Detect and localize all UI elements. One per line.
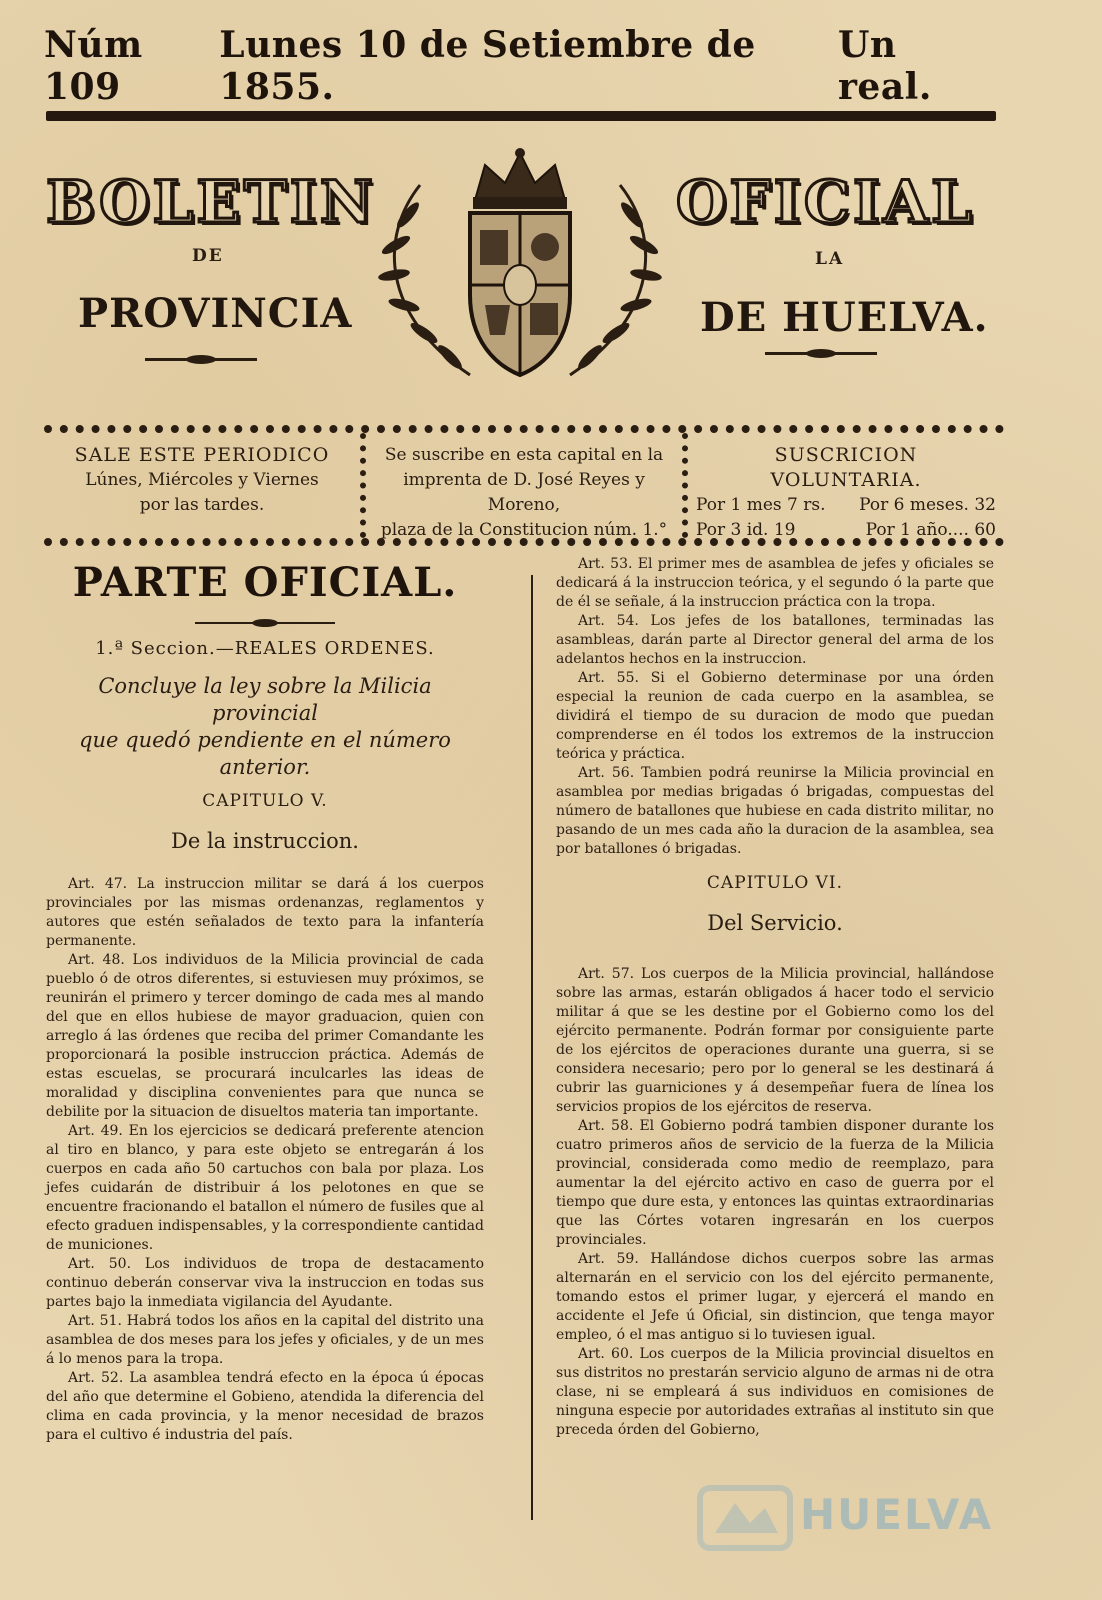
article-52: Art. 52. La asamblea tendrá efecto en la época ú épocas del año que determine el Gobieno, atendida la diferencia del clima en cada provincia, y la menor necesidad de brazos para el cultivo é industria del país. [46, 1370, 484, 1443]
chapter-title: CAPITULO V. [202, 791, 328, 811]
info-subscribe [360, 433, 682, 538]
price-1-year: Por 1 año.... 60 [865, 520, 996, 540]
info-publication-line3: por las tardes. [139, 495, 265, 515]
title-boletin: BOLETIN [46, 168, 376, 236]
masthead-rule [46, 111, 996, 121]
title-oficial: OFICIAL [676, 168, 975, 236]
watermark-text: HUELVA [800, 1490, 994, 1539]
article-56: Art. 56. Tambien podrá reunirse la Milicia provincial en asamblea por medias brigadas ó brigadas, compuestas del número de batallones que hubiese en cada distrito militar, no pasando de un mes cada año la duracion de la asamblea, sea por batallones ó brigadas. [556, 765, 994, 857]
info-publication [44, 433, 360, 538]
info-prices [682, 433, 1004, 538]
article-54: Art. 54. Los jefes de los batallones, terminadas las asambleas, darán parte al Director general del arma de los adelantos hechos en la instruccion. [556, 613, 994, 667]
article-58: Art. 58. El Gobierno podrá tambien disponer durante los cuatro primeros años de servicio de la fuerza de la Milicia provincial, considerada como medio de reemplazo, para aumentar la del ejército activo en caso de guerra por el tiempo que dure esta, y entonces las quintas extraordinarias que las Córtes votaren ingresarán en los cuerpos provinciales. [556, 1118, 994, 1248]
right-column [556, 555, 994, 1440]
price-3-months: Por 3 id. 19 [696, 520, 796, 540]
info-subscribe-line1: Se suscribe en esta capital en la [384, 445, 664, 465]
title-de: DE [192, 246, 224, 266]
left-column [46, 555, 484, 1445]
article-57: Art. 57. Los cuerpos de la Milicia provincial, hallándose sobre las armas, estarán obligados á hacer todo el servicio militar á que se les destine por el Gobierno como los del ejército permanente. Podrán formar por consiguiente parte de los ejércitos de operaciones durante una guerra, si se considera necesario; pero por lo general se les destinará á cubrir las guarniciones y á desempeñar fuera de línea los servicios propios de los ejércitos de reserva. [556, 966, 994, 1115]
info-publication-line2: Lúnes, Miércoles y Viernes [85, 470, 319, 490]
info-subscribe-line3: plaza de la Constitucion núm. 1.° [380, 520, 668, 540]
intro-text [46, 673, 484, 781]
subscription-info-box [44, 425, 1004, 546]
issue-number: Núm 109 [44, 24, 143, 108]
info-subscribe-line2: imprenta de D. José Reyes y Moreno, [403, 470, 645, 515]
article-49: Art. 49. En los ejercicios se dedicará preferente atencion al tiro en blanco, y para este objeto se entregarán á los cuerpos en cada año 50 cartuchos con bala por plaza. Los jefes cuidarán de distribuir á los pelotones en que se encuentre fracionando el batallon el número de fusiles que al efecto graduen indispensables, y la correspondiente cantidad de municiones. [46, 1123, 484, 1253]
chapter-title-2: CAPITULO VI. [706, 873, 844, 893]
price-1-month: Por 1 mes 7 rs. [696, 495, 826, 515]
article-50: Art. 50. Los individuos de tropa de destacamento continuo deberán conservar viva la instruccion en todas sus partes bajo la inmediata vigilancia del Ayudante. [46, 1256, 484, 1310]
article-59: Art. 59. Hallándose dichos cuerpos sobre las armas alternarán en el servicio con los del ejército permanente, tomando estos el primer lugar, y ejercerá el mando en accidente el Jefe ú Oficial, sin distincion, que tenga mayor empleo, ó el mas antiguo si lo tuviesen igual. [556, 1251, 994, 1343]
title-ornament-right [765, 352, 877, 355]
article-51: Art. 51. Habrá todos los años en la capital del distrito una asamblea de dos meses para los jefes y oficiales, y de un mes á lo menos para la tropa. [46, 1313, 484, 1367]
title-huelva: DE HUELVA. [700, 294, 989, 341]
column-divider [531, 575, 533, 1520]
article-47: Art. 47. La instruccion militar se dará á los cuerpos provinciales por las mismas ordenanzas, reglamentos y autores que estén señalados de texto para la infantería permanente. [46, 876, 484, 949]
intro-line2: que quedó pendiente en el número anterior. [79, 728, 451, 779]
price-6-months: Por 6 meses. 32 [859, 495, 996, 515]
article-48: Art. 48. Los individuos de la Milicia provincial de cada pueblo ó de otros diferentes, si estuviesen muy próximos, se reunirán el primero y tercer domingo de cada mes al mando del que en ellos hubiese de mayor graduacion, quien con arreglo á las órdenes que reciba del primer Comandante les proporcionará la posible instruccion práctica. Además de estas escuelas, se procurará inculcarles las ideas de moralidad y disciplina convenientes para que nunca se debilite por la situacion de disueltos materia tan importante. [46, 952, 484, 1120]
title-ornament-left [145, 358, 257, 361]
issue-date: Lunes 10 de Setiembre de 1855. [219, 24, 756, 108]
info-publication-line1: SALE ESTE PERIODICO [74, 444, 330, 466]
article-60: Art. 60. Los cuerpos de la Milicia provincial disueltos en sus distritos no prestarán servicio alguno de armas ni de otra clase, ni se empleará á sus individuos en comisiones de ninguna especie por autoridades extrañas al instituto sin que preceda órden del Gobierno, [556, 1346, 994, 1438]
chapter-subtitle-2: Del Servicio. [707, 911, 843, 935]
heading-ornament [195, 622, 335, 624]
issue-price: Un real. [837, 24, 932, 108]
info-prices-head: SUSCRICION VOLUNTARIA. [770, 444, 922, 491]
chapter-subtitle: De la instruccion. [171, 829, 359, 853]
article-53: Art. 53. El primer mes de asamblea de jefes y oficiales se dedicará á la instruccion teórica, y el segundo ó la parte que de él se señale, á la instruccion práctica con la tropa. [556, 556, 994, 610]
section-subheading: 1.ª Seccion.—REALES ORDENES. [95, 638, 435, 659]
section-heading: PARTE OFICIAL. [72, 559, 458, 606]
masthead-line [44, 24, 992, 108]
royal-crest-icon [360, 145, 680, 395]
title-provincia: PROVINCIA [78, 290, 353, 337]
article-55: Art. 55. Si el Gobierno determinase por una órden especial la reunion de cada cuerpo en la asamblea, se dividirá el tiempo de su duracion de modo que puedan comprenderse en él todos los extremos de la instruccion teórica y práctica. [556, 670, 994, 762]
title-la: LA [815, 249, 845, 269]
intro-line1: Concluye la ley sobre la Milicia provincial [98, 674, 432, 725]
